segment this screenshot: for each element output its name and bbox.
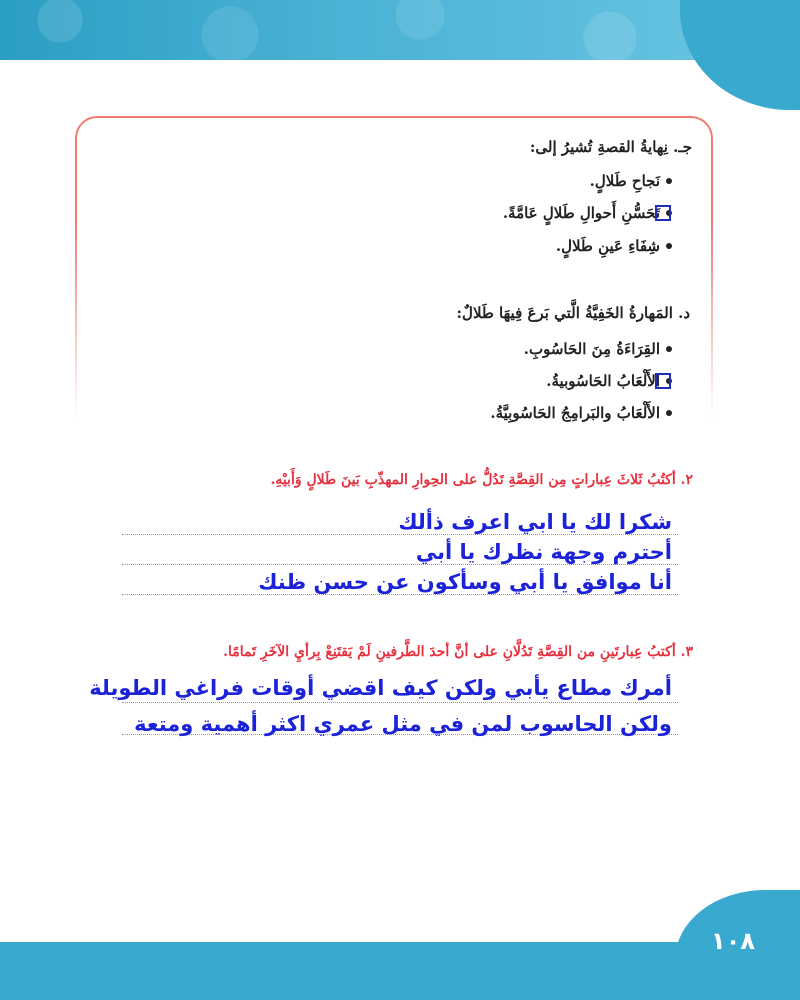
exercise-3-answer-1[interactable]: أمرك مطاع يأبي ولكن كيف اقضي أوقات فراغي الطويلة: [89, 676, 672, 700]
option-label: الأَلْعَابُ والبَرامِجُ الحَاسُوبِيَّةُ.: [490, 404, 660, 422]
bullet-icon: [666, 178, 672, 184]
question-c-option-3[interactable]: [556, 237, 672, 255]
bullet-icon: [666, 243, 672, 249]
question-d-option-1[interactable]: [524, 340, 672, 358]
option-label: القِرَاءَةُ مِنَ الحَاسُوبِ.: [523, 340, 660, 358]
answer-line: [122, 594, 678, 595]
option-label: تَحَسُّنِ أَحوالِ طَلالٍ عَامَّةً.: [502, 204, 660, 222]
exercise-3-instruction: ٣. أكتبُ عِبارتَينِ من القِصَّةِ تَدُلَّانِ على أنَّ أحدَ الطَّرفينِ لَمْ يَقتَنِعْ بِرأيِ الآخَرِ تَمامًا.: [223, 644, 693, 660]
exercise-3-answer-2[interactable]: ولكن الحاسوب لمن في مثل عمري اكثر أهمية ومتعة: [134, 712, 672, 736]
question-c-option-1[interactable]: [590, 172, 672, 190]
exercise-2-answer-2[interactable]: أحترم وجهة نظرك يا أبي: [415, 540, 672, 564]
option-label: الأَلْعَابُ الحَاسُوبيةُ.: [546, 372, 660, 390]
question-c-heading: جـ. نِهايةُ القصةِ تُشيرُ إلى:: [529, 138, 692, 156]
option-label: نَجاحِ طَلالٍ.: [589, 172, 660, 190]
option-label: شِفَاءِ عَينِ طَلالٍ.: [555, 237, 660, 255]
answer-line: [122, 534, 678, 535]
question-d-option-2[interactable]: [546, 372, 672, 390]
bullet-icon: [666, 346, 672, 352]
selected-checkbox[interactable]: [655, 373, 671, 389]
bullet-icon: [666, 410, 672, 416]
question-c-option-2[interactable]: [503, 204, 672, 222]
page-number: ١٠٨: [711, 927, 755, 955]
question-d-heading: د. المَهارةُ الخَفِيَّةُ الَّتي بَرعَ فِيهَا طَلالٌ:: [456, 304, 690, 322]
exercise-2-answer-1[interactable]: شكرا لك يا ابي اعرف ذألك: [398, 510, 672, 534]
answer-line: [122, 702, 678, 703]
answer-line: [122, 564, 678, 565]
header-corner-decoration: [680, 0, 800, 110]
exercise-2-instruction: ٢. أكتُبُ ثَلاثَ عِباراتٍ مِن القِصَّةِ تَدُلُّ على الحِوارِ المهذّبِ بَينَ طَلالٍ وَأَبيْهِ.: [270, 472, 693, 488]
question-d-option-3[interactable]: [490, 404, 672, 422]
exercise-2-answer-3[interactable]: أنا موافق يا أبي وسأكون عن حسن ظنك: [258, 570, 672, 594]
selected-checkbox[interactable]: [655, 205, 671, 221]
